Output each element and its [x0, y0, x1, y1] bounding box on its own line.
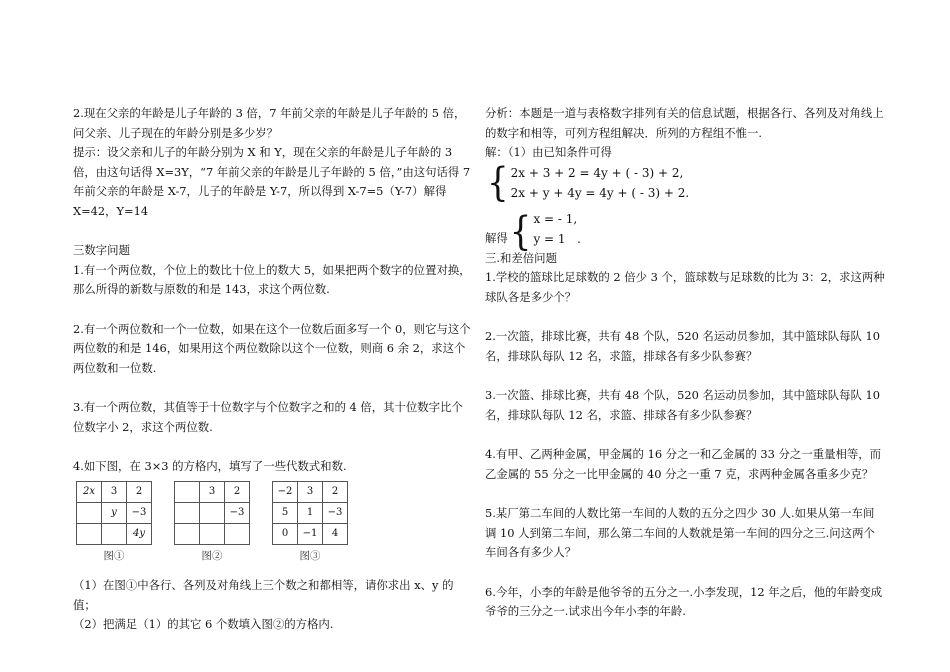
grid-cell: 0	[273, 523, 298, 544]
number-problem-4: 4.如下图，在 3×3 的方格内，填写了一些代数式和数.	[73, 459, 347, 473]
grid-row	[175, 523, 250, 544]
grid-row	[175, 481, 250, 502]
analysis-paragraph: 分析：本题是一道与表格数字排列有关的信息试题，根据各行、各列及对角线上的数字和相等，可列方程组解决．所列的方程组不惟一.	[485, 106, 884, 140]
equation-2	[511, 183, 690, 203]
grid-question-part-1: （1）在图①中各行、各列及对角线上三个数之和都相等，请你求出 x、y 的值；	[73, 578, 454, 612]
problem-h6: 6.今年，小李的年龄是他爷爷的五分之一.小李发现，12 年之后，他的年龄变成爷爷的三分之一.试求出今年小李的年龄.	[485, 584, 883, 618]
grid-cell: −1	[298, 523, 323, 544]
problem-h1: 1.学校的篮球比足球数的 2 倍少 3 个，篮球数与足球数的比为 3：2，求这两种球队各是多少个？	[485, 270, 885, 304]
grid-caption-3: 图③	[299, 549, 321, 562]
section-sum-difference: 三.和差倍问题	[485, 250, 557, 265]
grid-cell: 4	[323, 523, 348, 544]
equation-period: .	[685, 185, 690, 200]
left-brace-icon: {	[487, 159, 509, 206]
grid-row	[273, 502, 348, 523]
grid-cell	[102, 523, 127, 544]
grid-row	[77, 502, 152, 523]
number-problem-3: 3.有一个两位数，其值等于十位数字与个位数字之和的 4 倍，其十位数字比个位数字小 2，求这个两位数.	[73, 400, 463, 434]
grid-cell: 4y	[127, 523, 152, 544]
grid-row	[77, 481, 152, 502]
right-column	[485, 104, 885, 622]
hint-paragraph: 提示：设父亲和儿子的年龄分别为 X 和 Y，现在父亲的年龄是儿子年龄的 3 倍，由这句话得 X=3Y，“7 年前父亲的年龄是儿子年龄的 5 倍，”由这句话得 7 年前父亲的年龄是 X-7，儿子的年龄是 Y-7，所以得到 X-7=5（Y-7）解得 X=42，Y=14	[73, 145, 471, 218]
result-period: .	[577, 231, 581, 246]
question-father-son: 2.现在父亲的年龄是儿子年龄的 3 倍，7 年前父亲的年龄是儿子年龄的 5 倍，问父亲、儿子现在的年龄分别是多少岁？	[73, 106, 466, 140]
grid-cell: 2x	[77, 481, 102, 502]
equation-2-text: 2x + y + 4y = 4y + ( - 3) + 2	[510, 185, 686, 200]
grid-cell: 2	[127, 481, 152, 502]
grid-cell	[225, 523, 250, 544]
grid-cell	[175, 502, 200, 523]
solution-result	[485, 208, 885, 255]
grid-cell: 1	[298, 502, 323, 523]
grid-figures	[76, 481, 473, 567]
grid-cell	[77, 523, 102, 544]
grid-cell: 2	[225, 481, 250, 502]
grid-caption-1: 图①	[103, 549, 125, 562]
grid-cell: 5	[273, 502, 298, 523]
grid-row	[273, 523, 348, 544]
grid-cell	[175, 481, 200, 502]
grid-table-3	[272, 481, 348, 545]
problem-h2: 2.一次篮，排球比赛，共有 48 个队，520 名运动员参加，其中篮球队每队 10 名，排球队每队 12 名，求篮，排球各有多少队参赛？	[485, 329, 881, 363]
number-problem-1: 1.有一个两位数，个位上的数比十位上的数大 5，如果把两个数字的位置对换，那么所得的新数与原数的和是 143，求这个两位数.	[73, 262, 471, 296]
equation-system	[487, 159, 885, 206]
grid-question-part-2: （2）把满足（1）的其它 6 个数填入图②的方格内.	[73, 617, 334, 631]
result-x: x = - 1,	[533, 211, 578, 226]
grid-figure-2	[174, 481, 250, 567]
result-y	[533, 229, 580, 249]
grid-cell: −3	[127, 502, 152, 523]
grid-figure-3	[272, 481, 348, 567]
left-column	[73, 104, 473, 635]
grid-cell: 3	[200, 481, 225, 502]
grid-cell	[200, 523, 225, 544]
grid-row	[77, 523, 152, 544]
grid-row	[273, 481, 348, 502]
left-brace-icon: {	[509, 208, 532, 255]
problem-h5: 5.某厂第二车间的人数比第一车间的人数的五分之四少 30 人.如果从第一车间调 10 人到第二车间，那么第二车间的人数就是第一车间的四分之三.问这两个车间各有多少人？	[485, 506, 875, 559]
grid-row	[175, 502, 250, 523]
equation-1: 2x + 3 + 2 = 4y + ( - 3) + 2,	[510, 165, 684, 180]
grid-cell: −3	[225, 502, 250, 523]
grid-caption-2: 图②	[201, 549, 223, 562]
problem-h3: 3.一次篮、排球比赛，共有 48 个队，520 名运动员参加，其中篮球队每队 10 名，排球队每队 12 名，求篮、排球各有多少队参赛？	[485, 388, 881, 422]
section-number-problems: 三数字问题	[73, 243, 130, 257]
grid-cell: −3	[323, 502, 348, 523]
grid-cell: −2	[273, 481, 298, 502]
grid-cell: 2	[323, 481, 348, 502]
solve-label: 解得	[485, 231, 508, 245]
grid-cell: 3	[102, 481, 127, 502]
solution-intro: 解：（1）由已知条件可得	[485, 145, 612, 159]
grid-cell: 3	[298, 481, 323, 502]
problem-h4: 4.有甲、乙两种金属，甲金属的 16 分之一和乙金属的 33 分之一重量相等，而乙金属的 55 分之一比甲金属的 40 分之一重 7 克，求两种金属各重多少克？	[485, 447, 882, 481]
number-problem-2: 2.有一个两位数和一个一位数，如果在这个一位数后面多写一个 0，则它与这个两位数的和是 146，如果用这个两位数除以这个一位数，则商 6 余 2，求这个两位数和一位数.	[73, 321, 471, 375]
grid-cell	[200, 502, 225, 523]
grid-table-2	[174, 481, 250, 545]
result-y-text: y = 1	[533, 231, 566, 246]
grid-cell: y	[102, 502, 127, 523]
grid-figure-1	[76, 481, 152, 567]
grid-cell	[175, 523, 200, 544]
grid-cell	[77, 502, 102, 523]
grid-table-1	[76, 481, 152, 545]
